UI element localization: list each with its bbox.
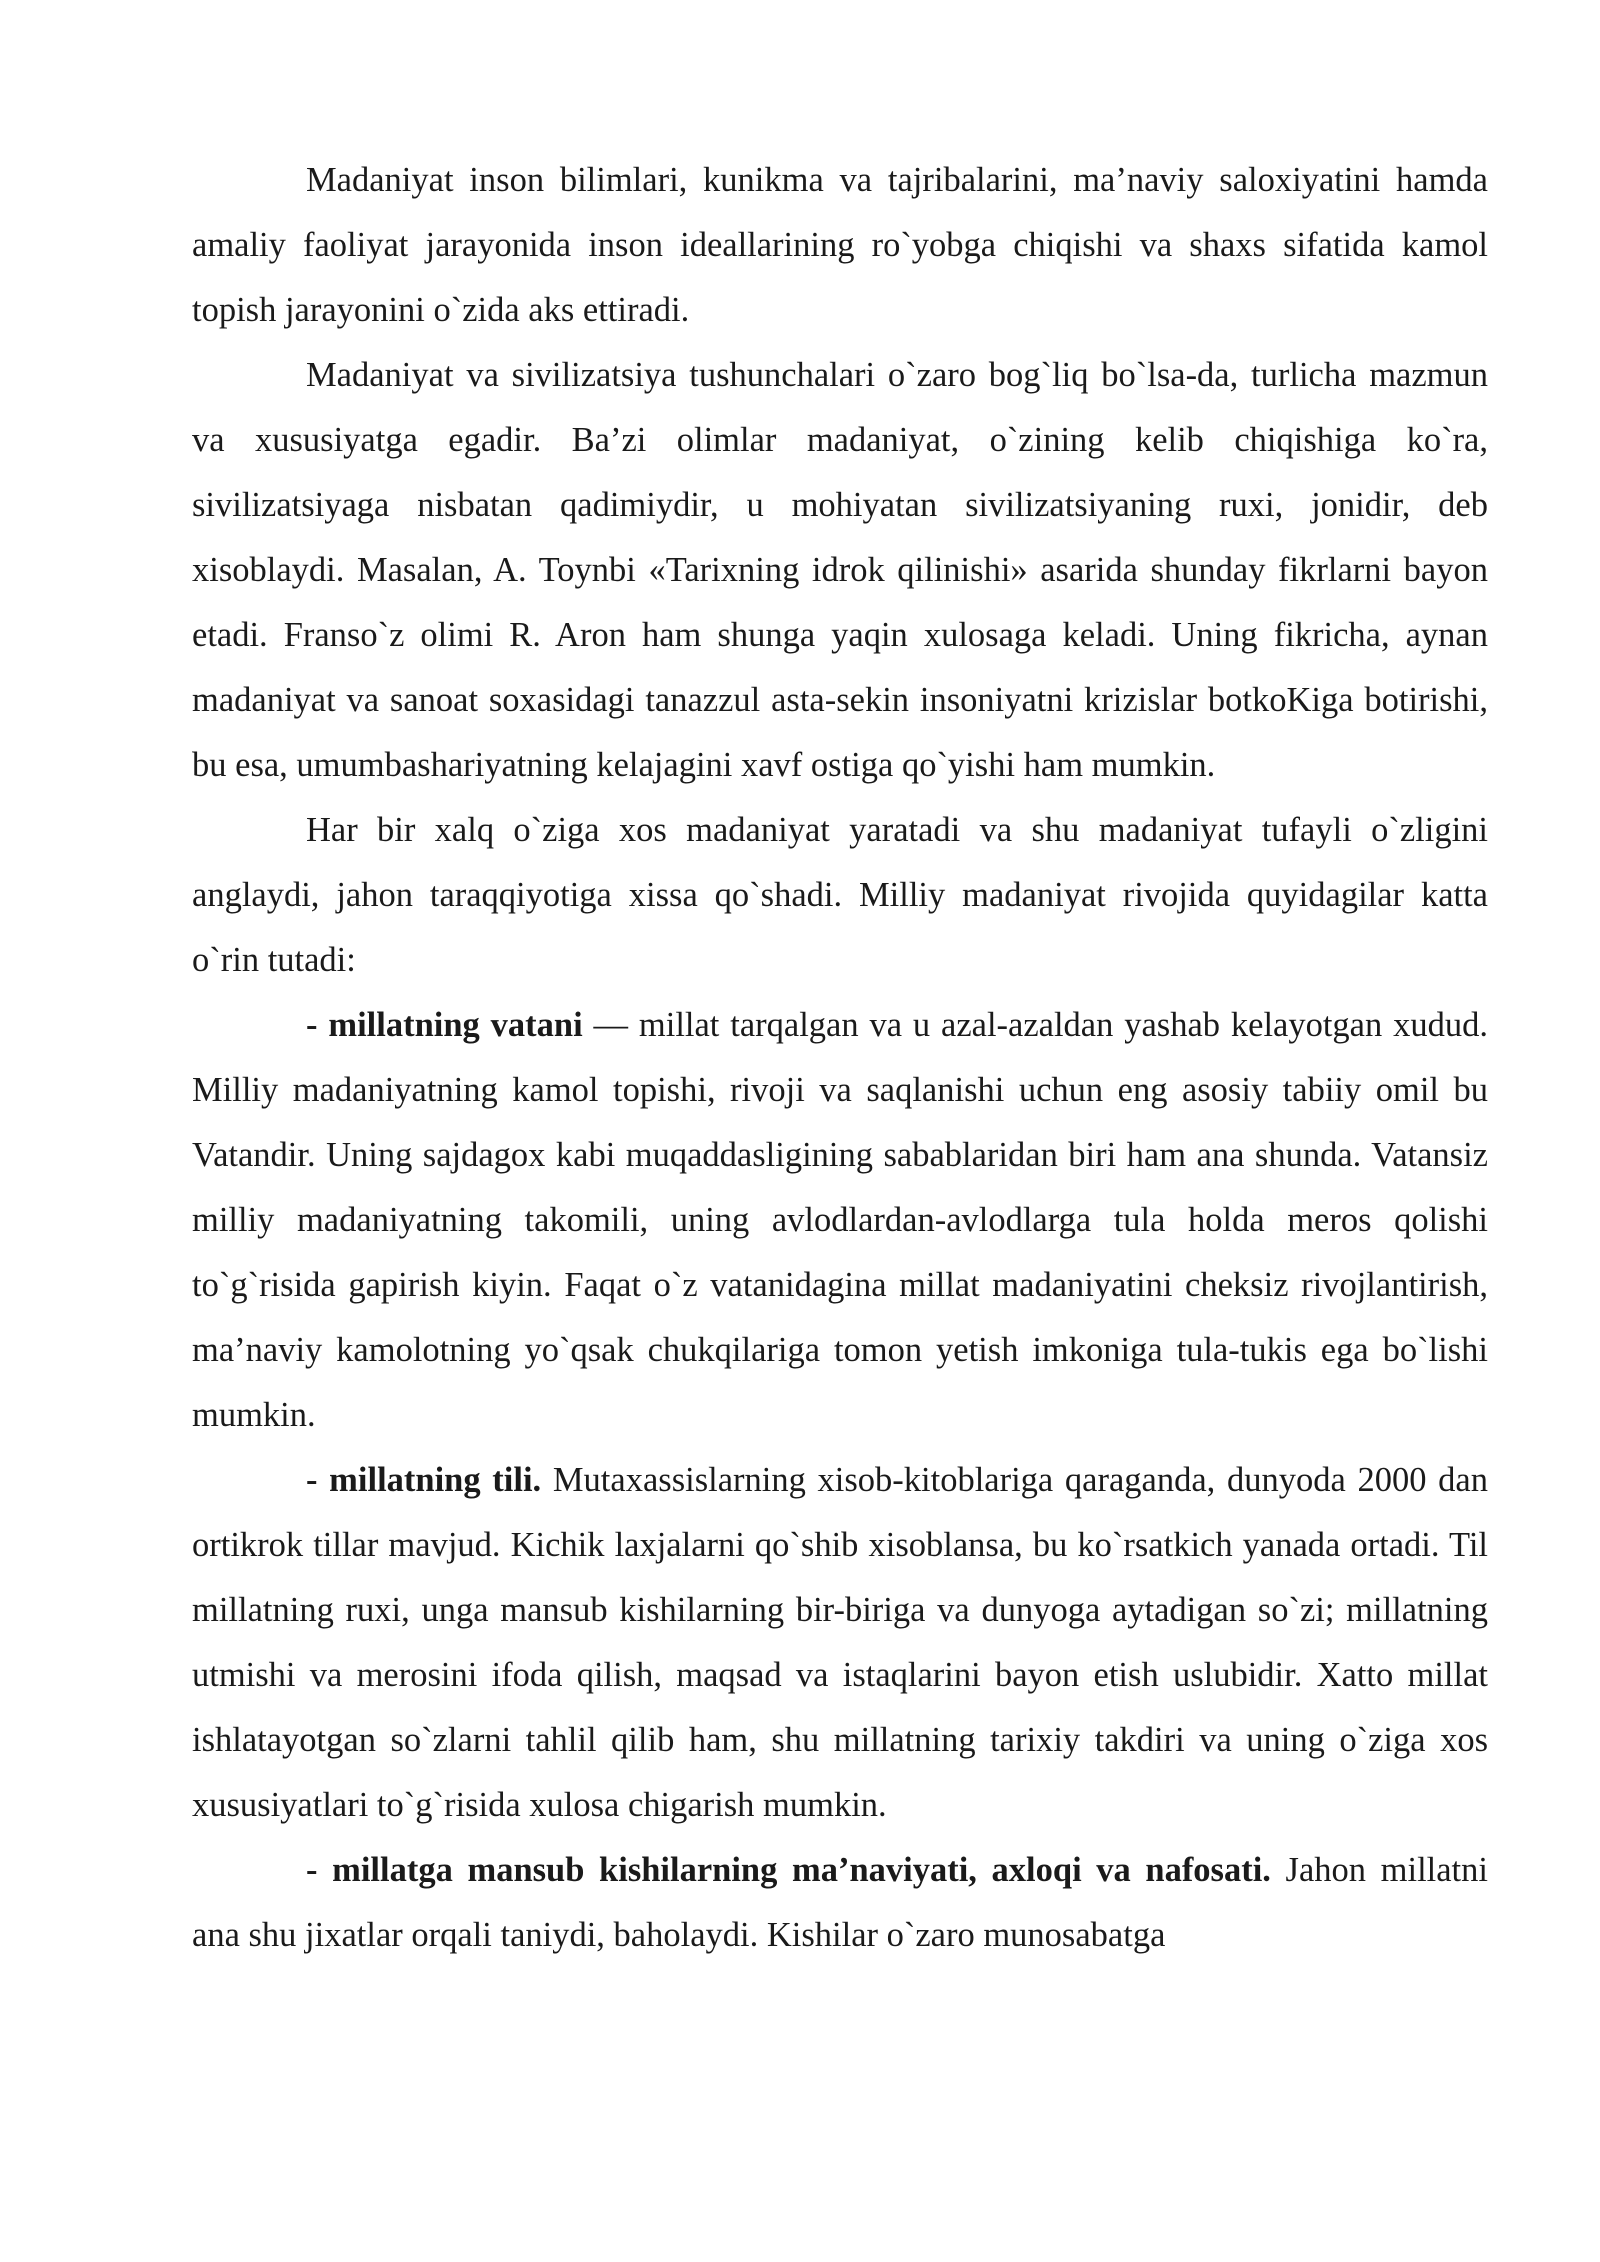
paragraph-text: Har bir xalq o`ziga xos madaniyat yaratadi va shu madaniyat tufayli o`zligini anglaydi, jahon taraqqiyotiga xissa qo`shadi. Milliy madaniyat rivojida quyidagilar katta o`rin tutadi: (192, 811, 1488, 979)
paragraph-nation-homeland (192, 993, 1488, 1448)
paragraph-lead-bold: - millatning vatani (306, 1006, 583, 1044)
paragraph-nation-spirituality (192, 1838, 1488, 1968)
paragraph-culture-definition (192, 148, 1488, 343)
paragraph-national-culture (192, 798, 1488, 993)
document-page (192, 148, 1488, 1968)
paragraph-lead-bold: - millatga mansub kishilarning ma’naviyati, axloqi va nafosati. (306, 1851, 1271, 1889)
paragraph-culture-civilization (192, 343, 1488, 798)
paragraph-text: Madaniyat inson bilimlari, kunikma va tajribalarini, ma’naviy saloxiyatini hamda amaliy faoliyat jarayonida inson ideallarining ro`yobga chiqishi va shaxs sifatida kamol topish jarayonini o`zida aks ettiradi. (192, 161, 1488, 329)
paragraph-text: — millat tarqalgan va u azal-azaldan yashab kelayotgan xudud. Milliy madaniyatning kamol topishi, rivoji va saqlanishi uchun eng asosiy tabiiy omil bu Vatandir. Uning sajdagox kabi muqaddasligining sabablaridan biri ham ana shunda. Vatansiz milliy madaniyatning takomili, uning avlodlardan-avlodlarga tula holda meros qolishi to`g`risida gapirish kiyin. Faqat o`z vatanidagina millat madaniyatini cheksiz rivojlantirish, ma’naviy kamolotning yo`qsak chukqilariga tomon yetish imkoniga tula-tukis ega bo`lishi mumkin. (192, 1006, 1488, 1434)
paragraph-text: Mutaxassislarning xisob-kitoblariga qaraganda, dunyoda 2000 dan ortikrok tillar mavjud. Kichik laxjalarni qo`shib xisoblansa, bu ko`rsatkich yanada ortadi. Til millatning ruxi, unga mansub kishilarning bir-biriga va dunyoga aytadigan so`zi; millatning utmishi va merosini ifoda qilish, maqsad va istaqlarini bayon etish uslubidir. Xatto millat ishlatayotgan so`zlarni tahlil qilib ham, shu millatning tarixiy takdiri va uning o`ziga xos xususiyatlari to`g`risida xulosa chigarish mumkin. (192, 1461, 1488, 1824)
paragraph-text: Madaniyat va sivilizatsiya tushunchalari o`zaro bog`liq bo`lsa-da, turlicha mazmun va xususiyatga egadir. Ba’zi olimlar madaniyat, o`zining kelib chiqishiga ko`ra, sivilizatsiyaga nisbatan qadimiydir, u mohiyatan sivilizatsiyaning ruxi, jonidir, deb xisoblaydi. Masalan, A. Toynbi «Tarixning idrok qilinishi» asarida shunday fikrlarni bayon etadi. Franso`z olimi R. Aron ham shunga yaqin xulosaga keladi. Uning fikricha, aynan madaniyat va sanoat soxasidagi tanazzul asta-sekin insoniyatni krizislar botkoKiga botirishi, bu esa, umumbashariyatning kelajagini xavf ostiga qo`yishi ham mumkin. (192, 356, 1488, 784)
paragraph-text: Jahon millatni ana shu jixatlar orqali taniydi, baholaydi. Kishilar o`zaro munosabatga (192, 1851, 1488, 1954)
paragraph-lead-bold: - millatning tili. (306, 1461, 542, 1499)
paragraph-nation-language (192, 1448, 1488, 1838)
